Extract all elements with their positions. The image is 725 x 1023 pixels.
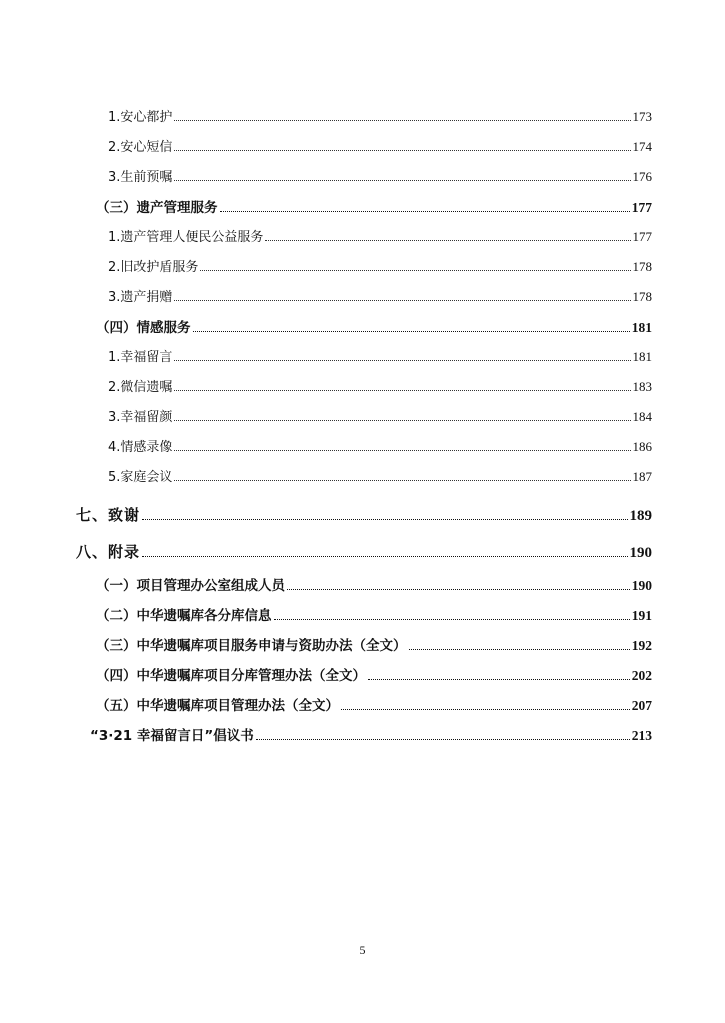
toc-entry-page: 181 bbox=[632, 349, 652, 364]
toc-entry[interactable] bbox=[108, 256, 652, 275]
toc-entry-label: 1.幸福留言 bbox=[108, 350, 173, 365]
toc-entry[interactable] bbox=[108, 106, 652, 125]
dot-leader bbox=[220, 210, 630, 212]
dot-leader bbox=[174, 359, 630, 361]
toc-section-entry[interactable] bbox=[96, 196, 652, 216]
toc-section-entry[interactable] bbox=[96, 604, 652, 624]
dot-leader bbox=[265, 239, 630, 241]
toc-entry-page: 178 bbox=[632, 289, 652, 304]
dot-leader bbox=[174, 419, 630, 421]
toc-entry-page: 183 bbox=[632, 379, 652, 394]
toc-section-entry[interactable] bbox=[96, 694, 652, 714]
toc-entry-label: 4.情感录像 bbox=[108, 440, 173, 455]
toc-entry-page: 181 bbox=[631, 320, 652, 335]
toc-entry-label: 5.家庭会议 bbox=[108, 470, 173, 485]
toc-entry-page: 177 bbox=[631, 200, 652, 215]
toc-entry-page: 176 bbox=[632, 169, 652, 184]
toc-entry-label: 3.生前预嘱 bbox=[108, 170, 173, 185]
toc-entry[interactable] bbox=[108, 346, 652, 365]
toc-section-entry[interactable] bbox=[90, 724, 652, 744]
dot-leader bbox=[174, 299, 630, 301]
dot-leader bbox=[142, 518, 627, 520]
toc-entry-page: 177 bbox=[632, 229, 652, 244]
dot-leader bbox=[341, 708, 630, 710]
toc-entry-label: 3.遗产捐赠 bbox=[108, 290, 173, 305]
toc-entry-label: （一）项目管理办公室组成人员 bbox=[96, 578, 285, 594]
dot-leader bbox=[142, 555, 627, 557]
dot-leader bbox=[174, 149, 630, 151]
toc-entry-page: 174 bbox=[632, 139, 652, 154]
dot-leader bbox=[174, 479, 630, 481]
toc-entry[interactable] bbox=[108, 466, 652, 485]
toc-entry-page: 192 bbox=[631, 638, 652, 653]
toc-entry-label: （四）中华遗嘱库项目分库管理办法（全文） bbox=[96, 668, 366, 684]
toc-entry-page: 191 bbox=[631, 608, 652, 623]
toc-section-entry[interactable] bbox=[96, 574, 652, 594]
toc-entry-label: 八、附录 bbox=[76, 543, 141, 561]
toc-entry[interactable] bbox=[108, 226, 652, 245]
toc-entry[interactable] bbox=[108, 166, 652, 185]
toc-section-entry[interactable] bbox=[96, 316, 652, 336]
dot-leader bbox=[409, 648, 630, 650]
dot-leader bbox=[174, 119, 630, 121]
toc-entry-label: （四）情感服务 bbox=[96, 320, 191, 336]
toc-entry-page: 189 bbox=[629, 508, 652, 524]
toc-entry-label: （二）中华遗嘱库各分库信息 bbox=[96, 608, 272, 624]
dot-leader bbox=[174, 449, 630, 451]
toc-entry[interactable] bbox=[108, 136, 652, 155]
toc-chapter-entry[interactable] bbox=[76, 541, 652, 562]
dot-leader bbox=[174, 179, 630, 181]
toc-entry-label: （三）中华遗嘱库项目服务申请与资助办法（全文） bbox=[96, 638, 407, 654]
dot-leader bbox=[200, 269, 630, 271]
toc-entry[interactable] bbox=[108, 376, 652, 395]
toc-entry-label: 1.安心都护 bbox=[108, 110, 173, 125]
toc-entry[interactable] bbox=[108, 406, 652, 425]
toc-entry-label: “3·21 幸福留言日”倡议书 bbox=[90, 728, 254, 744]
toc-entry-page: 173 bbox=[632, 109, 652, 124]
page-number: 5 bbox=[359, 943, 366, 957]
dot-leader bbox=[274, 618, 630, 620]
toc-entry-page: 207 bbox=[631, 698, 652, 713]
toc-entry-label: 2.旧改护盾服务 bbox=[108, 260, 199, 275]
toc-entry-label: 2.安心短信 bbox=[108, 140, 173, 155]
dot-leader bbox=[193, 330, 630, 332]
toc-entry-page: 190 bbox=[631, 578, 652, 593]
toc-entry-page: 186 bbox=[632, 439, 652, 454]
toc-section-entry[interactable] bbox=[96, 664, 652, 684]
toc-entry-page: 202 bbox=[631, 668, 652, 683]
dot-leader bbox=[174, 389, 630, 391]
toc-entry-page: 178 bbox=[632, 259, 652, 274]
toc-entry-label: 1.遗产管理人便民公益服务 bbox=[108, 230, 264, 245]
toc-entry-page: 213 bbox=[631, 728, 652, 743]
toc-entry[interactable] bbox=[108, 286, 652, 305]
toc-entry-label: （五）中华遗嘱库项目管理办法（全文） bbox=[96, 698, 339, 714]
dot-leader bbox=[256, 738, 630, 740]
toc-chapter-entry[interactable] bbox=[76, 504, 652, 525]
toc-entry-label: 3.幸福留颜 bbox=[108, 410, 173, 425]
toc-entry-label: 2.微信遗嘱 bbox=[108, 380, 173, 395]
toc-entry-page: 187 bbox=[632, 469, 652, 484]
toc-section-entry[interactable] bbox=[96, 634, 652, 654]
dot-leader bbox=[287, 588, 630, 590]
toc-entry[interactable] bbox=[108, 436, 652, 455]
toc-entry-page: 190 bbox=[629, 545, 652, 561]
toc-entry-label: 七、致谢 bbox=[76, 506, 141, 524]
toc-entry-label: （三）遗产管理服务 bbox=[96, 200, 218, 216]
dot-leader bbox=[368, 678, 630, 680]
toc-entry-page: 184 bbox=[632, 409, 652, 424]
